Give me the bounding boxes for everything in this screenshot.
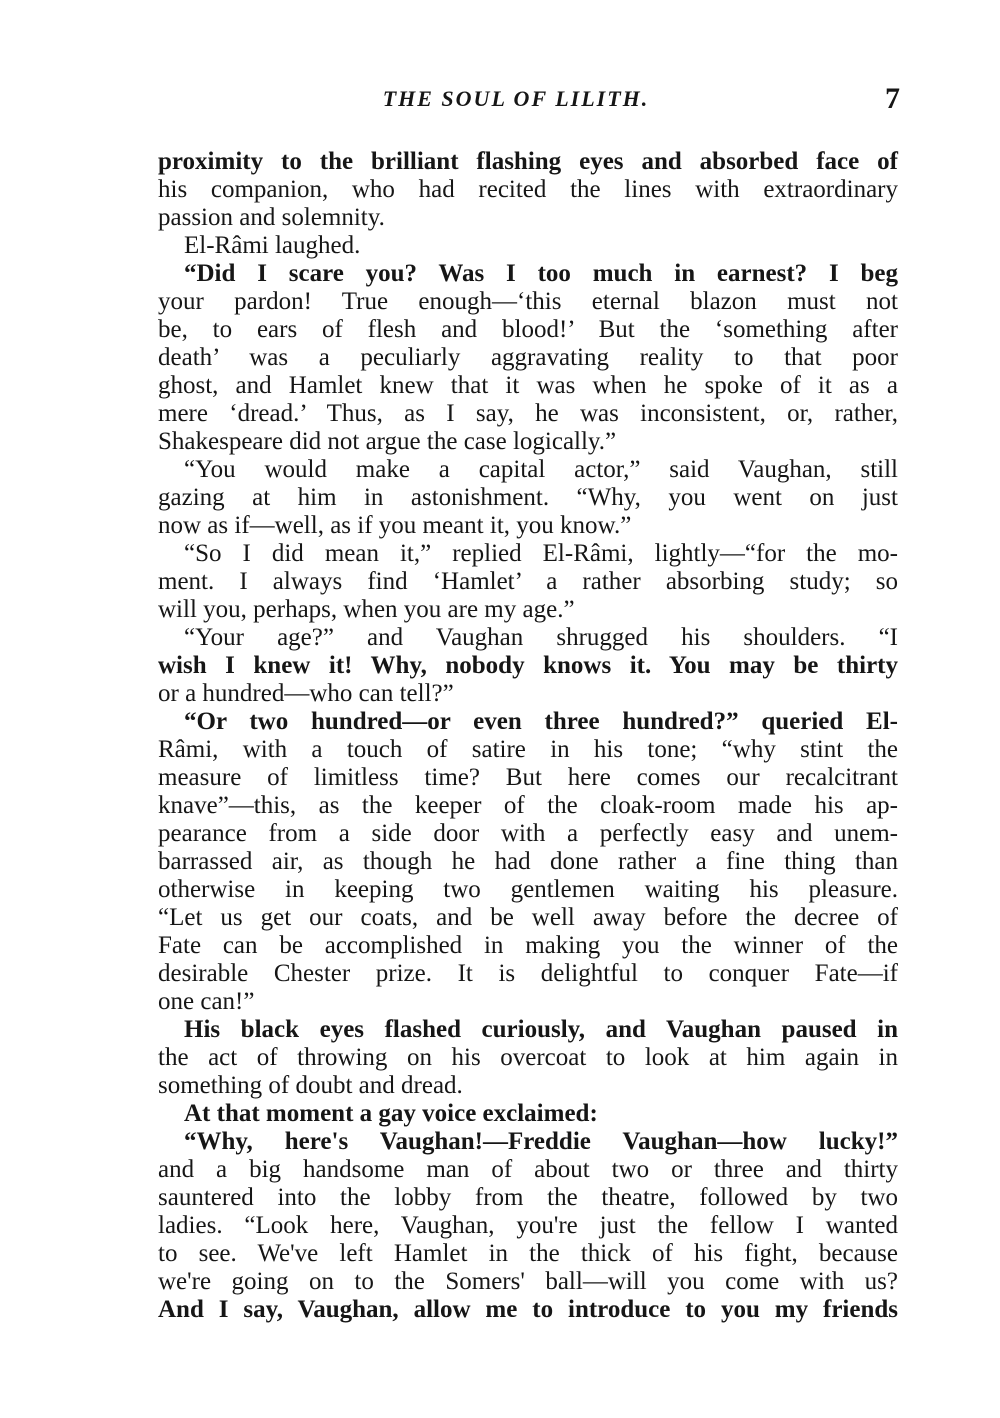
text-line: will you, perhaps, when you are my age.” (158, 596, 575, 623)
body-text (158, 148, 898, 1324)
text-line: mere ‘dread.’ Thus, as I say, he was inconsistent, or, rather, (158, 400, 898, 427)
text-line: be, to ears of flesh and blood!’ But the ‘something after (158, 316, 898, 343)
text-line: or a hundred—who can tell?” (158, 680, 454, 707)
text-line: El-Râmi laughed. (184, 232, 361, 259)
text-line: gazing at him in astonishment. “Why, you went on just (158, 484, 898, 511)
text-line: “Your age?” and Vaughan shrugged his shoulders. “I (184, 624, 898, 651)
text-line: we're going on to the Somers' ball—will you come with us? (158, 1268, 898, 1295)
text-line: passion and solemnity. (158, 204, 385, 231)
text-line: the act of throwing on his overcoat to look at him again in (158, 1044, 898, 1071)
text-line: “So I did mean it,” replied El-Râmi, lightly—“for the mo- (184, 540, 898, 567)
text-line: otherwise in keeping two gentlemen waiting his pleasure. (158, 876, 898, 903)
text-line: desirable Chester prize. It is delightful to conquer Fate—if (158, 960, 898, 987)
text-line: His black eyes flashed curiously, and Vaughan paused in (184, 1016, 898, 1043)
text-line: your pardon! True enough—‘this eternal blazon must not (158, 288, 898, 315)
text-line: “Did I scare you? Was I too much in earnest? I beg (184, 260, 898, 287)
text-line: ghost, and Hamlet knew that it was when he spoke of it as a (158, 372, 898, 399)
text-line: something of doubt and dread. (158, 1072, 463, 1099)
text-line: to see. We've left Hamlet in the thick of his fight, because (158, 1240, 898, 1267)
text-line: “You would make a capital actor,” said Vaughan, still (184, 456, 898, 483)
text-line: and a big handsome man of about two or three and thirty (158, 1156, 898, 1183)
text-line: Shakespeare did not argue the case logically.” (158, 428, 617, 455)
text-line: now as if—well, as if you meant it, you know.” (158, 512, 632, 539)
text-line: knave”—this, as the keeper of the cloak-room made his ap- (158, 792, 898, 819)
text-line: ladies. “Look here, Vaughan, you're just the fellow I wanted (158, 1212, 898, 1239)
text-line: pearance from a side door with a perfectly easy and unem- (158, 820, 898, 847)
text-line: sauntered into the lobby from the theatre, followed by two (158, 1184, 898, 1211)
text-line: barrassed air, as though he had done rather a fine thing than (158, 848, 898, 875)
text-line: ment. I always find ‘Hamlet’ a rather absorbing study; so (158, 568, 898, 595)
text-line: “Why, here's Vaughan!—Freddie Vaughan—how lucky!” (184, 1128, 898, 1155)
text-line: Râmi, with a touch of satire in his tone; “why stint the (158, 736, 898, 763)
text-line: proximity to the brilliant flashing eyes and absorbed face of (158, 148, 898, 175)
text-line: “Let us get our coats, and be well away before the decree of (158, 904, 898, 931)
text-line: At that moment a gay voice exclaimed: (184, 1100, 598, 1127)
page-number: 7 (885, 82, 900, 115)
text-line: wish I knew it! Why, nobody knows it. You may be thirty (158, 652, 898, 679)
text-line: measure of limitless time? But here comes our recalcitrant (158, 764, 898, 791)
text-line: “Or two hundred—or even three hundred?” queried El- (184, 708, 898, 735)
running-title: THE SOUL OF LILITH. (382, 86, 650, 111)
text-line: one can!” (158, 988, 255, 1015)
text-line: And I say, Vaughan, allow me to introduce to you my friends (158, 1296, 898, 1323)
text-line: Fate can be accomplished in making you the winner of the (158, 932, 898, 959)
running-header (156, 82, 900, 120)
text-line: death’ was a peculiarly aggravating reality to that poor (158, 344, 898, 371)
text-line: his companion, who had recited the lines with extraordinary (158, 176, 898, 203)
